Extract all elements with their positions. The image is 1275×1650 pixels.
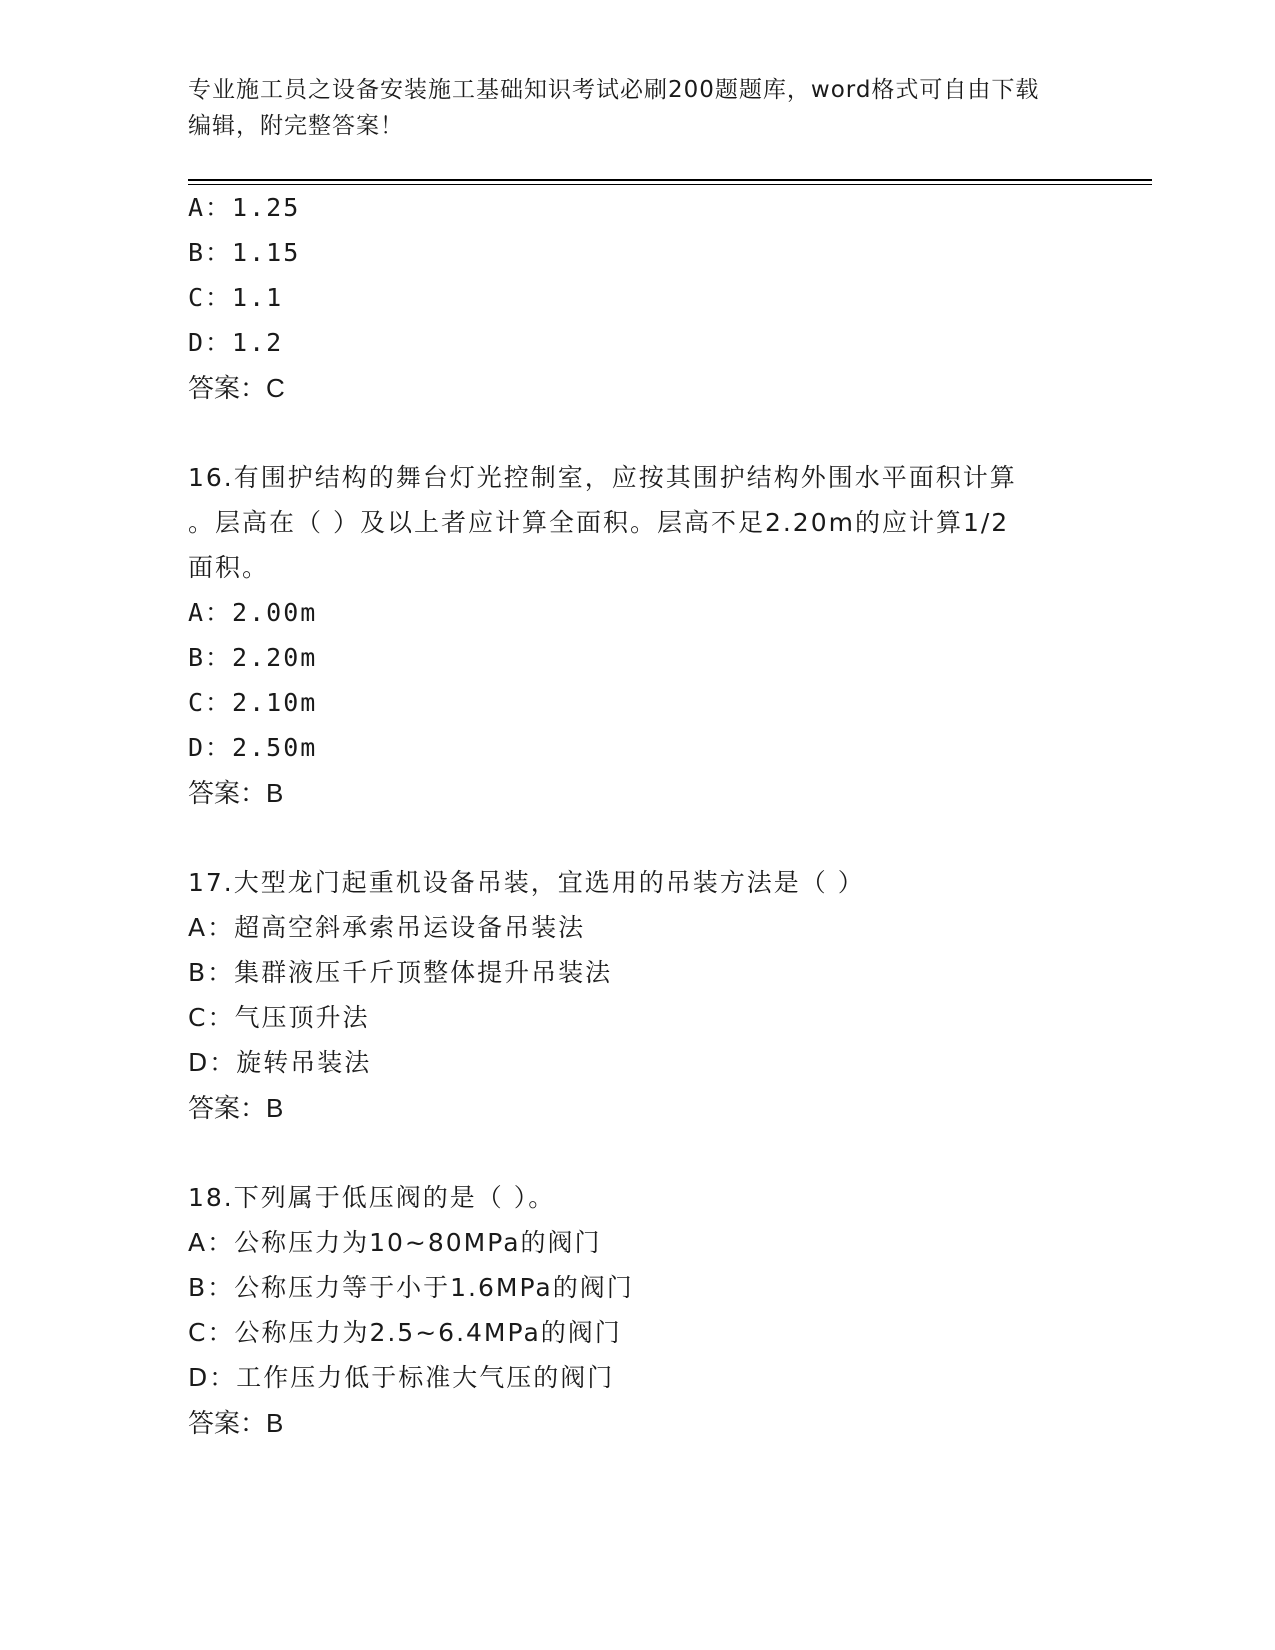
q16-option-c: C：2.10m <box>188 688 318 717</box>
q15-option-a: A：1.25 <box>188 193 301 222</box>
header-divider-thick <box>188 179 1152 181</box>
q18-answer: 答案：B <box>188 1408 284 1438</box>
q18-option-c: C：公称压力为2.5~6.4MPa的阀门 <box>188 1318 622 1347</box>
document-header <box>188 72 1088 144</box>
q18-option-b: B：公称压力等于小于1.6MPa的阀门 <box>188 1273 634 1302</box>
q16-option-a: A：2.00m <box>188 598 318 627</box>
q18-option-a: A：公称压力为10~80MPa的阀门 <box>188 1228 602 1257</box>
q16-stem-line-3: 面积。 <box>188 553 270 582</box>
q15-option-b: B：1.15 <box>188 238 301 267</box>
q16-stem-line-1: 16.有围护结构的舞台灯光控制室，应按其围护结构外围水平面积计算 <box>188 463 1017 492</box>
q15-option-d: D：1.2 <box>188 328 284 357</box>
q17-answer: 答案：B <box>188 1093 284 1123</box>
header-line-1: 专业施工员之设备安装施工基础知识考试必刷200题题库，word格式可自由下载 <box>188 77 1040 103</box>
q16-option-d: D：2.50m <box>188 733 318 762</box>
q17-option-b: B：集群液压千斤顶整体提升吊装法 <box>188 958 613 987</box>
q17-option-c: C：气压顶升法 <box>188 1003 370 1032</box>
q16-answer: 答案：B <box>188 778 284 808</box>
q16-stem-line-2: 。层高在（ ）及以上者应计算全面积。层高不足2.20m的应计算1/2 <box>188 508 1010 537</box>
q15-option-c: C：1.1 <box>188 283 284 312</box>
q17-option-d: D：旋转吊装法 <box>188 1048 372 1077</box>
header-line-2: 编辑，附完整答案！ <box>188 113 404 139</box>
q18-stem: 18.下列属于低压阀的是（ ）。 <box>188 1183 556 1212</box>
q17-option-a: A：超高空斜承索吊运设备吊装法 <box>188 913 586 942</box>
header-divider-thin <box>188 184 1152 185</box>
q16-option-b: B：2.20m <box>188 643 318 672</box>
q17-stem: 17.大型龙门起重机设备吊装，宜选用的吊装方法是（ ） <box>188 868 865 897</box>
q18-option-d: D：工作压力低于标准大气压的阀门 <box>188 1363 615 1392</box>
q15-answer: 答案：C <box>188 373 285 403</box>
